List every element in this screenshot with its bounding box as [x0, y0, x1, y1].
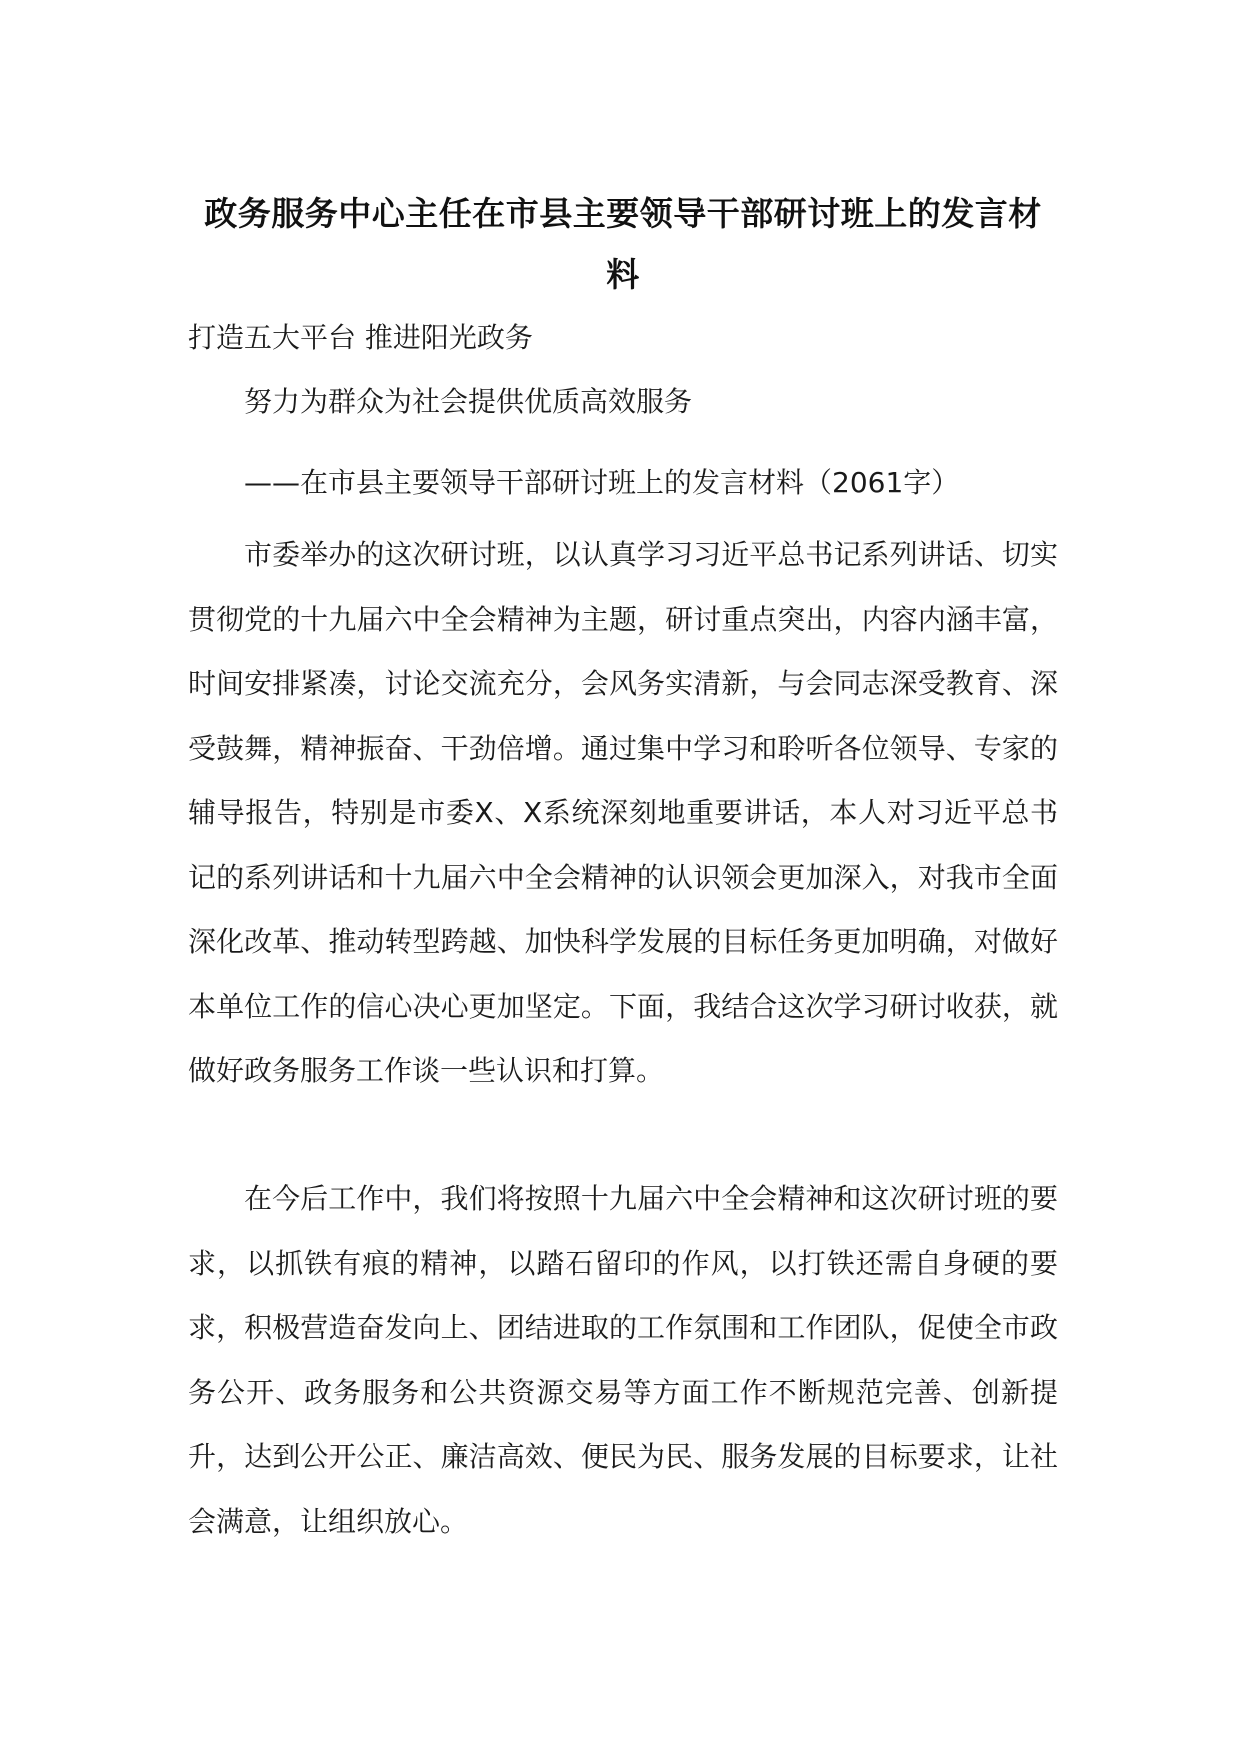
subtitle-main: 打造五大平台 推进阳光政务	[188, 321, 533, 354]
subtitle-secondary: 努力为群众为社会提供优质高效服务	[244, 385, 693, 418]
subtitle-source-note: ——在市县主要领导干部研讨班上的发言材料（2061字）	[244, 466, 960, 499]
body-paragraph-1: 市委举办的这次研讨班，以认真学习习近平总书记系列讲话、切实贯彻党的十九届六中全会精神为主题，研讨重点突出，内容内涵丰富，时间安排紧凑，讨论交流充分，会风务实清新，与会同志深受教育、深受鼓舞，精神振奋、干劲倍增。通过集中学习和聆听各位领导、专家的辅导报告，特别是市委X、X系统深刻地重要讲话，本人对习近平总书记的系列讲话和十九届六中全会精神的认识领会更加深入，对我市全面深化改革、推动转型跨越、加快科学发展的目标任务更加明确，对做好本单位工作的信心决心更加坚定。下面，我结合这次学习研讨收获，就做好政务服务工作谈一些认识和打算。	[188, 538, 1058, 1087]
document-title: 政务服务中心主任在市县主要领导干部研讨班上的发言材料	[204, 194, 1042, 294]
body-paragraph-2: 在今后工作中，我们将按照十九届六中全会精神和这次研讨班的要求，以抓铁有痕的精神，以踏石留印的作风，以打铁还需自身硬的要求，积极营造奋发向上、团结进取的工作氛围和工作团队，促使全市政务公开、政务服务和公共资源交易等方面工作不断规范完善、创新提升，达到公开公正、廉洁高效、便民为民、服务发展的目标要求，让社会满意，让组织放心。	[188, 1182, 1058, 1538]
